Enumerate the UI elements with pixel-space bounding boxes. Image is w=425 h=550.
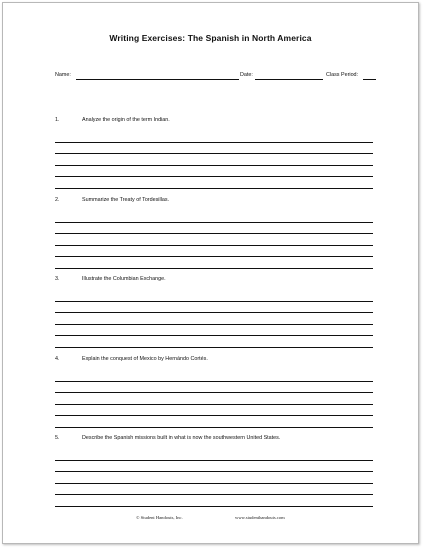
question-prompt: Summarize the Treaty of Tordesillas. (82, 197, 170, 203)
answer-line (55, 211, 373, 223)
question-number: 5. (55, 435, 60, 441)
question-prompt: Analyze the origin of the term Indian. (82, 117, 170, 123)
answer-line (55, 257, 373, 269)
class-period-label: Class Period: (326, 72, 359, 78)
question-number: 4. (55, 356, 60, 362)
answer-line (55, 405, 373, 417)
answer-line (55, 382, 373, 394)
answer-line (55, 461, 373, 473)
date-field-line[interactable] (255, 79, 323, 80)
question-number: 1. (55, 117, 60, 123)
footer-website-link[interactable]: www.studenthandouts.com (235, 515, 285, 520)
question-prompt: Describe the Spanish missions built in what is now the southwestern United States. (82, 435, 281, 441)
question-prompt: Illustrate the Columbian Exchange. (82, 276, 166, 282)
answer-area[interactable] (55, 370, 373, 428)
answer-line (55, 416, 373, 428)
answer-line (55, 472, 373, 484)
answer-line (55, 166, 373, 178)
answer-line (55, 290, 373, 302)
answer-line (55, 370, 373, 382)
answer-line (55, 484, 373, 496)
page-title: Writing Exercises: The Spanish in North America (109, 33, 312, 43)
answer-line (55, 393, 373, 405)
answer-area[interactable] (55, 449, 373, 507)
answer-line (55, 177, 373, 189)
question-number: 2. (55, 197, 60, 203)
name-label: Name: (55, 72, 71, 78)
answer-area[interactable] (55, 131, 373, 189)
answer-line (55, 131, 373, 143)
footer-copyright: © Student Handouts, Inc. (136, 515, 183, 520)
answer-line (55, 154, 373, 166)
answer-line (55, 336, 373, 348)
answer-line (55, 449, 373, 461)
worksheet-page (2, 2, 419, 544)
answer-line (55, 223, 373, 235)
answer-line (55, 234, 373, 246)
answer-line (55, 495, 373, 507)
answer-area[interactable] (55, 290, 373, 348)
answer-line (55, 313, 373, 325)
answer-line (55, 246, 373, 258)
answer-line (55, 143, 373, 155)
class-period-field-line[interactable] (363, 79, 376, 80)
name-field-line[interactable] (76, 79, 239, 80)
question-prompt: Explain the conquest of Mexico by Hernándo Cortés. (82, 356, 208, 362)
answer-area[interactable] (55, 211, 373, 269)
student-info-row (55, 72, 377, 82)
date-label: Date: (240, 72, 253, 78)
answer-line (55, 302, 373, 314)
question-number: 3. (55, 276, 60, 282)
answer-line (55, 325, 373, 337)
